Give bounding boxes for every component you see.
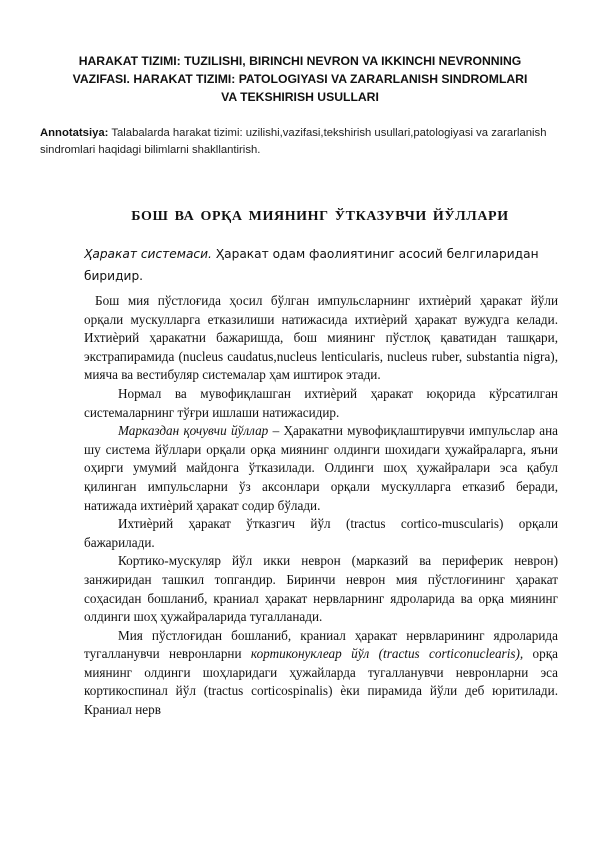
annotation [40,125,565,159]
body-text [84,292,558,720]
section-heading: БОШ ВА ОРҚА МИЯНИНГ ЎТКАЗУВЧИ ЙЎЛЛАРИ [131,209,509,224]
paragraph-2: Нормал ва мувофиқлашган ихтиѐрий ҳаракат юқорида кўрсатилган системаларнинг тўғри ишлаши натижасидир. [84,385,558,420]
title-line-3: VA TEKSHIRISH USULLARI [221,90,379,104]
title-line-2: VAZIFASI. HARAKAT TIZIMI: PATOLOGIYASI VA ZARARLANISH SINDROMLARI [72,72,528,86]
subheading [84,243,564,287]
paragraph-6-b: орқа миянинг олдинги шоҳларидаги ҳужайларда тугалланувчи невронларни эса кортикоспинал йўл (tractus corticospinalis) ѐки пирамида йўли деб юритилади. Краниал нерв [84,646,558,718]
paragraph-6-italic: кортиконуклеар йўл (tractus corticonuclearis), [250,646,524,662]
annotation-label: Annotatsiya: [40,127,109,139]
title-line-1: HARAKAT TIZIMI: TUZILISHI, BIRINCHI NEVRON VA IKKINCHI NEVRONNING [78,54,522,68]
paragraph-6-a: Мия пўстлоғидан бошланиб, краниал ҳаракат нервларининг ядроларида тугалланувчи невронларни [84,627,558,662]
paragraph-3-italic: Марказдан қочувчи йўллар [118,423,269,439]
paragraph-1: Бош мия пўстлоғида ҳосил бўлган импульсларнинг ихтиѐрий ҳаракат йўли орқали мускулларга етказилиши натижасида ихтиѐрий ҳаракат вужудга келади. Ихтиѐрий ҳаракатни бажаришда, бош миянинг пўстлоқ қаватидан ташқари, экстрапирамида (nucleus caudatus,nucleus lenticularis, nucleus ruber, substantia nigra), мияча ва вестибуляр системалар ҳам иштирок этади. [84,293,558,383]
document-title [40,52,560,106]
paragraph-3-text: – Ҳаракатни мувофиқлаштирувчи импульслар ана шу система йўллари орқали орқа миянинг олдинги шохидаги ҳужайраларга, яъни оҳирги умумий майдонга ўтказилади. Олдинги шоҳ ҳужайралари эса қабул қилинган импульсларни ўз аксонлари орқали мускулларга етказиб беради, натижада ихтиѐрий ҳаракат содир бўлади. [84,423,558,513]
paragraph-4: Ихтиѐрий ҳаракат ўтказгич йўл (tractus cortico-muscularis) орқали бажарилади. [84,516,558,550]
subheading-text: Ҳаракат одам фаолиятиниг асосий белгиларидан биридир. [84,247,539,283]
paragraph-6 [84,627,558,720]
annotation-text: Talabalarda harakat tizimi: uzilishi,vazifasi,tekshirish usullari,patologiyasi va zararlanish sindromlari haqidagi bilimlarni shakllantirish. [40,127,547,156]
paragraph-3 [84,422,558,515]
paragraph-5: Кортико-мускуляр йўл икки неврон (марказий ва периферик неврон) занжиридан ташкил топгандир. Биринчи неврон мия пўстлоғининг ҳаракат соҳасидан бошланиб, краниал ҳаракат нервларнинг ядроларида ва орқа миянинг олдинги шоҳ ҳужайраларида тугалланади. [84,553,558,625]
subheading-italic: Ҳаракат системаси. [84,247,212,261]
